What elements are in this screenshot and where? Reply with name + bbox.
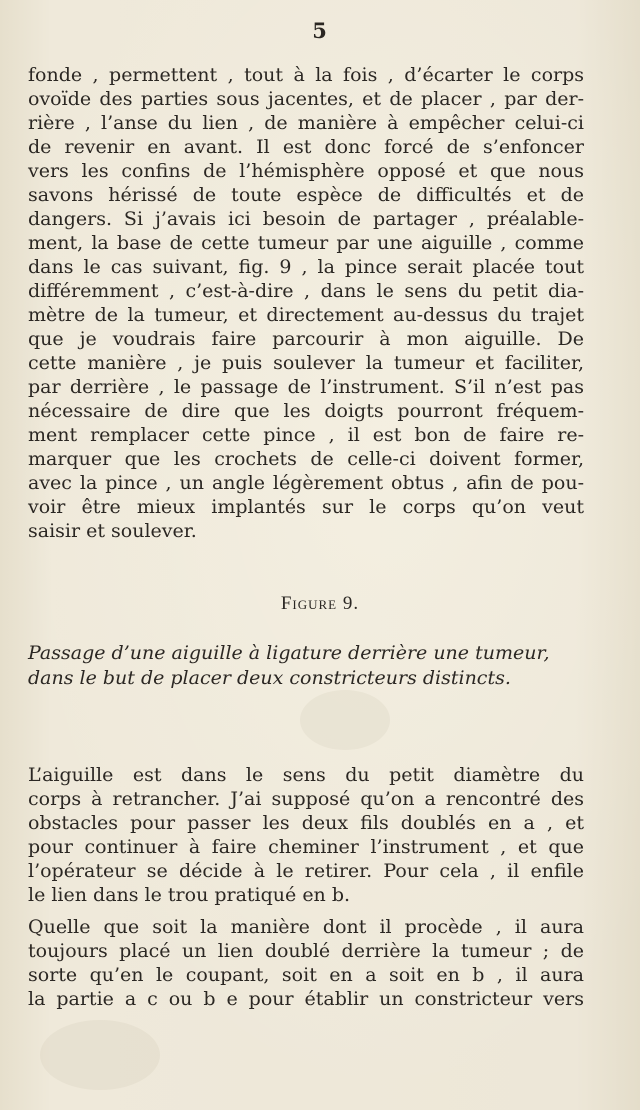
text-line: marquer que les crochets de celle-ci doivent former, [28,448,584,470]
text-line: mètre de la tumeur, et directement au-dessus du trajet [28,304,584,326]
text-line: le lien dans le trou pratiqué en b. [28,884,351,906]
text-line: par derrière , le passage de l’instrument. S’il n’est pas [28,376,584,398]
text-line: que je voudrais faire parcourir à mon aiguille. De [28,328,584,350]
text-line: voir être mieux implantés sur le corps qu’on veut [28,496,584,518]
text-line: de revenir en avant. Il est donc forcé de s’enfoncer [28,136,584,158]
text-line: vers les confins de l’hémisphère opposé et que nous [28,160,584,182]
text-line: ment remplacer cette pince , il est bon de faire re- [28,424,584,446]
text-line: la partie a c ou b e pour établir un constricteur vers [28,988,584,1010]
text-line: savons hérissé de toute espèce de difficultés et de [28,184,584,206]
paragraph-2 [28,763,584,907]
text-line: différemment , c’est-à-dire , dans le sens du petit dia- [28,280,584,302]
text-line: cette manière , je puis soulever la tumeur et faciliter, [28,352,584,374]
text-line: nécessaire de dire que les doigts pourront fréquem- [28,400,584,422]
page-number: 5 [312,18,328,43]
text-line: toujours placé un lien doublé derrière la tumeur ; de [28,940,584,962]
caption-line: Passage d’une aiguille à ligature derrière une tumeur, [28,642,550,664]
text-line: rière , l’anse du lien , de manière à empêcher celui-ci [28,112,584,134]
text-line: Quelle que soit la manière dont il procède , il aura [28,916,584,938]
figure-caption [28,641,584,691]
text-line: sorte qu’en le coupant, soit en a soit en b , il aura [28,964,584,986]
text-line: ment, la base de cette tumeur par une aiguille , comme [28,232,584,254]
text-line: L’aiguille est dans le sens du petit diamètre du [28,764,584,786]
text-line: pour continuer à faire cheminer l’instrument , et que [28,836,584,858]
caption-line: dans le but de placer deux constricteurs distincts. [28,667,511,689]
text-line: obstacles pour passer les deux fils doublés en a , et [28,812,584,834]
paragraph-1 [28,63,584,543]
text-line: fonde , permettent , tout à la fois , d’écarter le corps [28,64,584,86]
figure-title: Figure 9. [280,593,360,614]
paper-stain [300,690,390,750]
text-line: corps à retrancher. J’ai supposé qu’on a rencontré des [28,788,584,810]
text-line: dans le cas suivant, fig. 9 , la pince serait placée tout [28,256,584,278]
text-line: dangers. Si j’avais ici besoin de partager , préalable- [28,208,584,230]
text-line: saisir et soulever. [28,520,197,542]
text-line: l’opérateur se décide à le retirer. Pour cela , il enfile [28,860,584,882]
paper-stain [40,1020,160,1090]
text-line: ovoïde des parties sous jacentes, et de placer , par der- [28,88,584,110]
paragraph-3 [28,915,584,1011]
text-line: avec la pince , un angle légèrement obtus , afin de pou- [28,472,584,494]
